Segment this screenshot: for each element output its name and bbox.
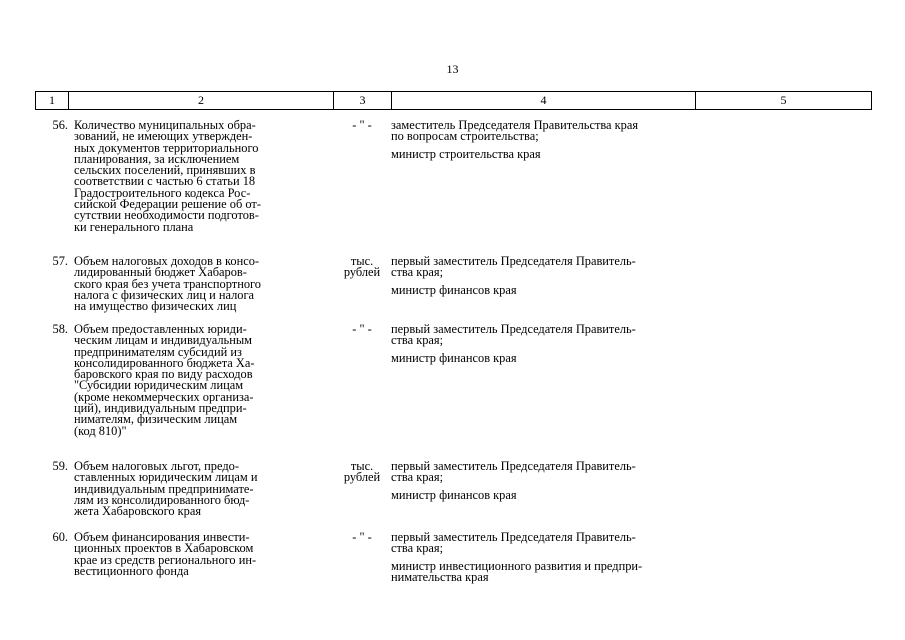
row-number: 57. bbox=[52, 254, 68, 268]
indicator-name: Объем финансирования инвести- ционных проектов в Хабаровском крае из средств регионального ин- вестиционного фонда bbox=[74, 530, 257, 578]
responsible-secondary: министр финансов края bbox=[391, 487, 517, 502]
header-col-1: 1 bbox=[36, 92, 69, 109]
responsible-officials bbox=[391, 461, 695, 507]
unit-of-measure: - " - bbox=[352, 322, 372, 336]
unit-of-measure: тыс. рублей bbox=[343, 254, 381, 280]
responsible-primary: первый заместитель Председателя Правитель- ства края; bbox=[391, 254, 636, 280]
responsible-officials bbox=[391, 324, 695, 370]
header-col-2: 2 bbox=[69, 92, 334, 109]
responsible-primary: первый заместитель Председателя Правитель- ства края; bbox=[391, 530, 636, 556]
page-number: 13 bbox=[446, 62, 459, 76]
indicator-name: Объем налоговых доходов в консо- лидированный бюджет Хабаров- ского края без учета транспортного налога с физических лиц и налога на имущество физических лиц bbox=[74, 254, 261, 314]
header-col-4: 4 bbox=[392, 92, 696, 109]
table-header bbox=[35, 91, 872, 110]
indicator-name: Количество муниципальных обра- зований, не имеющих утвержден- ных документов территориального планирования, за исключением сельских поселений, принявших в соответствии с частью 6 статьи 18 Градостроительного кодекса Рос- сийской Федерации решение об от- сутствии необходимости подготов- ки генерального плана bbox=[74, 118, 261, 234]
indicator-name: Объем предоставленных юриди- ческим лицам и индивидуальным предпринимателям субсидий из консолидированного бюджета Ха- баровского края по виду расходов "Субсидии юридическим лицам (кроме некоммерческих организа- ций), индивидуальным предпри- нимателям, физическим лицам (код 810)" bbox=[74, 322, 255, 438]
unit-of-measure: - " - bbox=[352, 530, 372, 544]
indicator-name: Объем налоговых льгот, предо- ставленных юридическим лицам и индивидуальным предпринимате- лям из консолидированного бюд- жета Хабаровского края bbox=[74, 459, 258, 519]
responsible-secondary: министр инвестиционного развития и предпри- нимательства края bbox=[391, 558, 643, 584]
row-number: 58. bbox=[52, 322, 68, 336]
responsible-primary: заместитель Председателя Правительства края по вопросам строительства; bbox=[391, 118, 639, 144]
responsible-secondary: министр финансов края bbox=[391, 282, 517, 297]
responsible-secondary: министр финансов края bbox=[391, 350, 517, 365]
responsible-primary: первый заместитель Председателя Правитель- ства края; bbox=[391, 322, 636, 348]
responsible-officials bbox=[391, 256, 695, 302]
responsible-secondary: министр строительства края bbox=[391, 146, 541, 161]
header-col-3: 3 bbox=[334, 92, 392, 109]
unit-of-measure: тыс. рублей bbox=[343, 459, 381, 485]
unit-of-measure: - " - bbox=[352, 118, 372, 132]
row-number: 59. bbox=[52, 459, 68, 473]
header-col-5: 5 bbox=[780, 93, 787, 107]
row-number: 56. bbox=[52, 118, 68, 132]
responsible-officials bbox=[391, 120, 695, 166]
responsible-officials bbox=[391, 532, 695, 589]
row-number: 60. bbox=[52, 530, 68, 544]
responsible-primary: первый заместитель Председателя Правитель- ства края; bbox=[391, 459, 636, 485]
